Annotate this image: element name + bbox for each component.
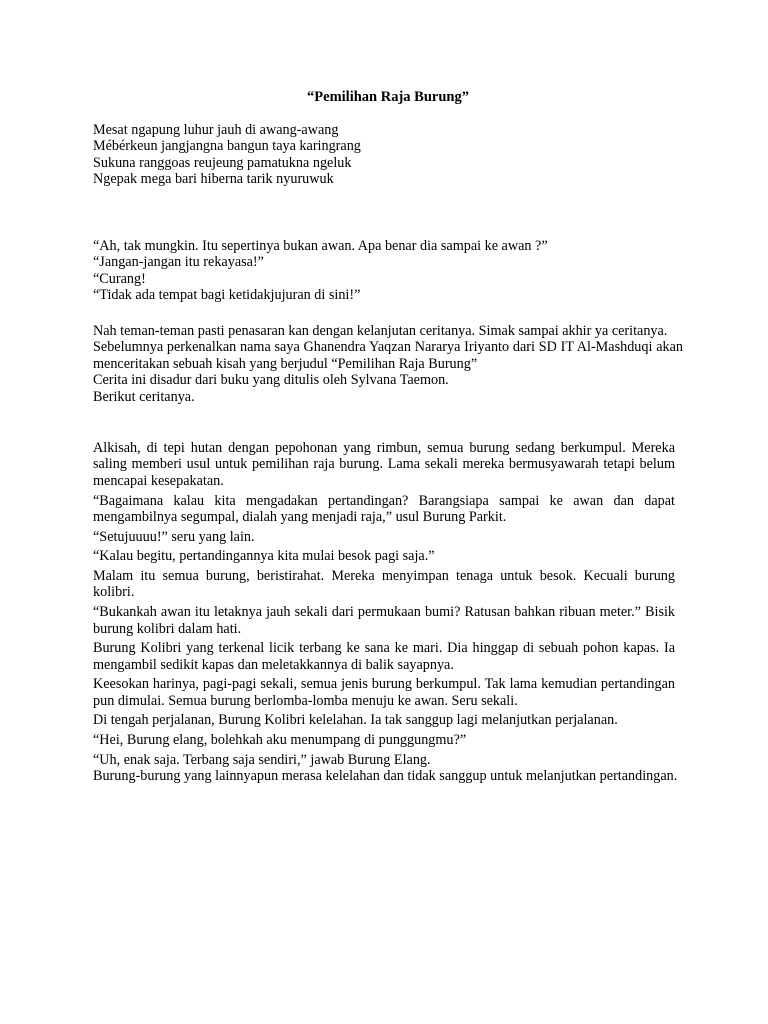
intro-paragraph: Sebelumnya perkenalkan nama saya Ghanendra Yaqzan Nararya Iriyanto dari SD IT Al-Mashduqi akan menceritakan sebuah kisah yang berjudul “Pemilihan Raja Burung” <box>93 339 683 372</box>
story-paragraph: Burung-burung yang lainnyapun merasa kelelahan dan tidak sanggup untuk melanjutkan pertandingan. <box>93 768 678 785</box>
dialog-line: “Tidak ada tempat bagi ketidakjujuran di sini!” <box>93 287 361 304</box>
story-paragraph: “Uh, enak saja. Terbang saja sendiri,” jawab Burung Elang. <box>93 751 431 768</box>
story-paragraph: Keesokan harinya, pagi-pagi sekali, semua jenis burung berkumpul. Tak lama kemudian pertandingan pun dimulai. Semua burung berlomba-lomba menuju ke awan. Seru sekali. <box>93 676 675 709</box>
intro-paragraph: Nah teman-teman pasti penasaran kan dengan kelanjutan ceritanya. Simak sampai akhir ya ceritanya. <box>93 323 668 339</box>
story-paragraph: Burung Kolibri yang terkenal licik terbang ke sana ke mari. Dia hinggap di sebuah pohon kapas. Ia mengambil sedikit kapas dan meletakkannya di balik sayapnya. <box>93 640 675 673</box>
page-title: “Pemilihan Raja Burung” <box>307 89 469 105</box>
poem-line: Mesat ngapung luhur jauh di awang-awang <box>93 122 339 138</box>
story-paragraph: “Bukankah awan itu letaknya jauh sekali dari permukaan bumi? Ratusan bahkan ribuan meter.” Bisik burung kolibri dalam hati. <box>93 604 675 637</box>
introduction <box>93 323 683 405</box>
story-paragraph: Alkisah, di tepi hutan dengan pepohonan yang rimbun, semua burung sedang berkumpul. Mereka saling memberi usul untuk pemilihan raja burung. Lama sekali mereka bermusyawarah tetapi belum mencapai kesepakatan. <box>93 440 675 489</box>
story-paragraph: “Bagaimana kalau kita mengadakan pertandingan? Barangsiapa sampai ke awan dan dapat mengambilnya segumpal, dialah yang menjadi raja,” usul Burung Parkit. <box>93 492 675 525</box>
poem-line: Ngepak mega bari hiberna tarik nyuruwuk <box>93 171 334 188</box>
dialog-line: “Curang! <box>93 270 146 287</box>
opening-dialog <box>93 238 683 304</box>
story-paragraph: Malam itu semua burung, beristirahat. Mereka menyimpan tenaga untuk besok. Kecuali burung kolibri. <box>93 568 675 601</box>
document-page <box>93 0 683 1024</box>
intro-paragraph: Berikut ceritanya. <box>93 388 195 405</box>
dialog-line: “Jangan-jangan itu rekayasa!” <box>93 254 264 271</box>
poem-stanza <box>93 122 363 188</box>
story-body <box>93 440 678 788</box>
dialog-line: “Ah, tak mungkin. Itu sepertinya bukan awan. Apa benar dia sampai ke awan ?” <box>93 238 548 254</box>
story-paragraph: Di tengah perjalanan, Burung Kolibri kelelahan. Ia tak sanggup lagi melanjutkan perjalanan. <box>93 712 618 729</box>
poem-line: Mébérkeun jangjangna bangun taya karingrang <box>93 138 361 155</box>
story-paragraph: “Hei, Burung elang, bolehkah aku menumpang di punggungmu?” <box>93 732 467 749</box>
poem-line: Sukuna ranggoas reujeung pamatukna ngeluk <box>93 154 352 171</box>
story-paragraph: “Kalau begitu, pertandingannya kita mulai besok pagi saja.” <box>93 548 435 565</box>
story-paragraph: “Setujuuuu!” seru yang lain. <box>93 528 255 545</box>
intro-paragraph: Cerita ini disadur dari buku yang ditulis oleh Sylvana Taemon. <box>93 372 449 389</box>
